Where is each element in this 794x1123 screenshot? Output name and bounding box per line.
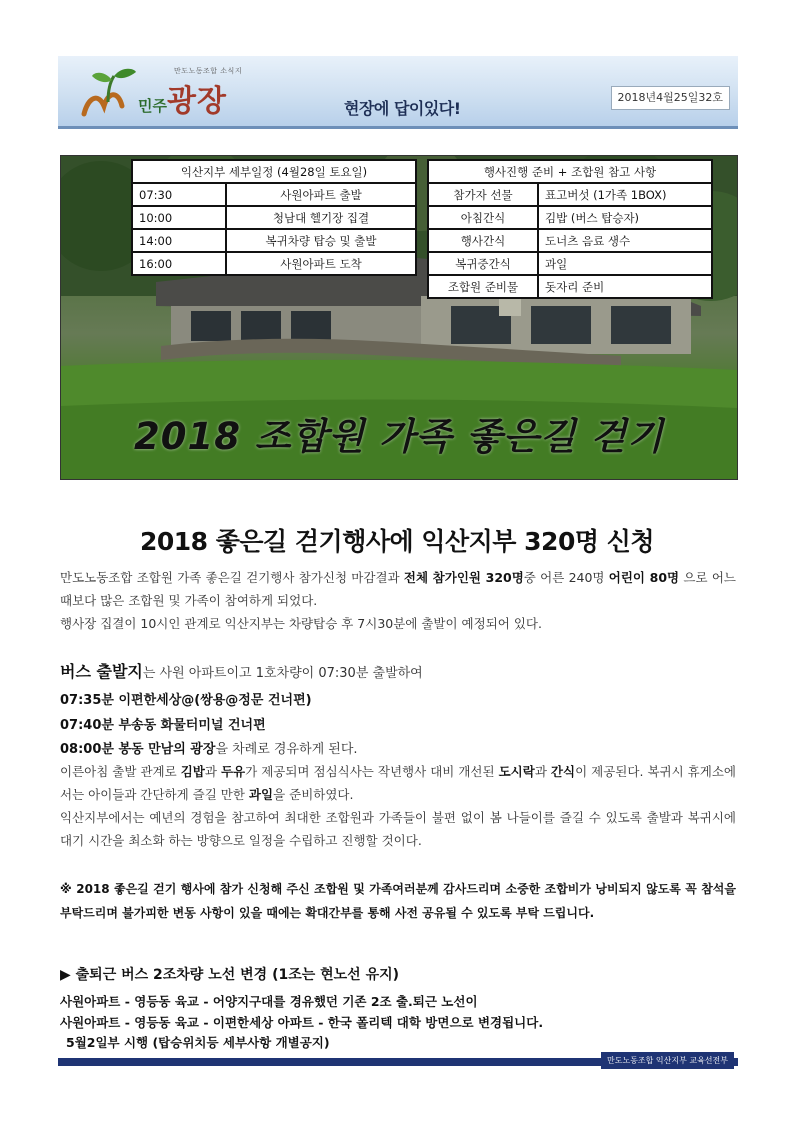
- event-prep-table: [427, 159, 713, 299]
- prep-title: 행사진행 준비 + 조합원 참고 사항: [428, 160, 712, 183]
- route-new-line: 사원아파트 - 영등동 육교 - 이편한세상 아파트 - 한국 폴리텍 대학 방면으로 변경됩니다.: [60, 1015, 544, 1030]
- prep-item: 아침간식: [428, 206, 538, 229]
- table-row: [428, 183, 712, 206]
- table-row: [428, 206, 712, 229]
- logo-wordmark: 민주광장: [138, 84, 227, 119]
- article-headline: 2018 좋은길 걷기행사에 익산지부 320명 신청: [139, 527, 655, 556]
- logo-sprout-icon: [78, 62, 142, 122]
- table-row: [132, 206, 416, 229]
- schedule-event: 사원아파트 도착: [226, 252, 416, 275]
- table-row: [132, 252, 416, 275]
- bus-stop-2: 07:40분 부송동 화물터미널 건너편: [60, 718, 266, 733]
- schedule-time: 07:30: [132, 183, 226, 206]
- play-arrow-icon: ▶: [60, 967, 71, 983]
- route-note: 5월2일부 시행 (탑승위치등 세부사항 개별공지): [66, 1035, 330, 1050]
- table-row: [132, 229, 416, 252]
- bus-stop-1: 07:35분 이편한세상@(쌍용@정문 건너편): [60, 693, 312, 708]
- details-paragraph: 이른아침 출발 관계로 김밥과 두유가 제공되며 점심식사는 작년행사 대비 개선된 도시락과 간식이 제공된다. 복귀시 휴게소에서는 아이들과 간단하게 즐길 만한 과일을 준비하였다. 익산지부에서는 예년의 경험을 참고하여 최대한 조합원과 가족들이 불편 없이 봄 나들이를 즐길 수 있도록 출발과 복귀시에 대기 시간을 최소화 하는 방향으로 일정을 수립하고 진행할 것이다.: [60, 764, 736, 848]
- issue-date: 2018년4월25일32호: [611, 86, 731, 110]
- prep-detail: 김밥 (버스 탑승자): [538, 206, 712, 229]
- schedule-time: 14:00: [132, 229, 226, 252]
- prep-detail: 표고버섯 (1가족 1BOX): [538, 183, 712, 206]
- prep-item: 행사간식: [428, 229, 538, 252]
- logo: [78, 62, 248, 122]
- logo-subtitle: 만도노동조합 소식지: [174, 67, 243, 75]
- schedule-title: 익산지부 세부일정 (4월28일 토요일): [132, 160, 416, 183]
- table-row: [428, 229, 712, 252]
- schedule-event: 청남대 헬기장 집결: [226, 206, 416, 229]
- event-photo-panel: [60, 155, 738, 480]
- intro-paragraph: 만도노동조합 조합원 가족 좋은길 걷기행사 참가신청 마감결과 전체 참가인원 320명중 어른 240명 어린이 80명 으로 어느 때보다 많은 조합원 및 가족이 참여하게 되었다. 행사장 집결이 10시인 관계로 익산지부는 차량탑승 후 7시30분에 출발이 예정되어 있다.: [60, 570, 736, 631]
- prep-detail: 돗자리 준비: [538, 275, 712, 298]
- table-row: [132, 183, 416, 206]
- prep-detail: 과일: [538, 252, 712, 275]
- notice-paragraph: ※ 2018 좋은길 걷기 행사에 참가 신청해 주신 조합원 및 가족여러분께 감사드리며 소중한 조합비가 낭비되지 않도록 꼭 참석을 부탁드리며 불가피한 변동 사항이 있을 때에는 확대간부를 통해 사전 공유될 수 있도록 부탁 드립니다.: [60, 882, 736, 920]
- schedule-event: 사원아파트 출발: [226, 183, 416, 206]
- branch-schedule-table: [131, 159, 417, 276]
- prep-item: 조합원 준비물: [428, 275, 538, 298]
- photo-title: 2018 조합원 가족 좋은길 걷기: [134, 415, 664, 458]
- schedule-time: 16:00: [132, 252, 226, 275]
- prep-item: 참가자 선물: [428, 183, 538, 206]
- table-row: [428, 252, 712, 275]
- newsletter-header: [58, 56, 738, 129]
- table-row: [428, 275, 712, 298]
- schedule-time: 10:00: [132, 206, 226, 229]
- prep-detail: 도너츠 음료 생수: [538, 229, 712, 252]
- route-change-title: ▶ 출퇴근 버스 2조차량 노선 변경 (1조는 현노선 유지): [60, 967, 400, 983]
- route-old-line: 사원아파트 - 영등동 육교 - 어양지구대를 경유했던 기존 2조 출.퇴근 노선이: [60, 994, 478, 1009]
- schedule-event: 복귀차량 탑승 및 출발: [226, 229, 416, 252]
- header-slogan: 현장에 답이있다!: [344, 99, 461, 118]
- prep-item: 복귀중간식: [428, 252, 538, 275]
- footer-credit: 만도노동조합 익산지부 교육선전부: [601, 1052, 734, 1069]
- bus-stop-3: 08:00분 봉동 만남의 광장을 차례로 경유하게 된다.: [60, 742, 358, 757]
- bus-departure-line: 버스 출발지는 사원 아파트이고 1호차량이 07:30분 출발하여: [60, 662, 423, 681]
